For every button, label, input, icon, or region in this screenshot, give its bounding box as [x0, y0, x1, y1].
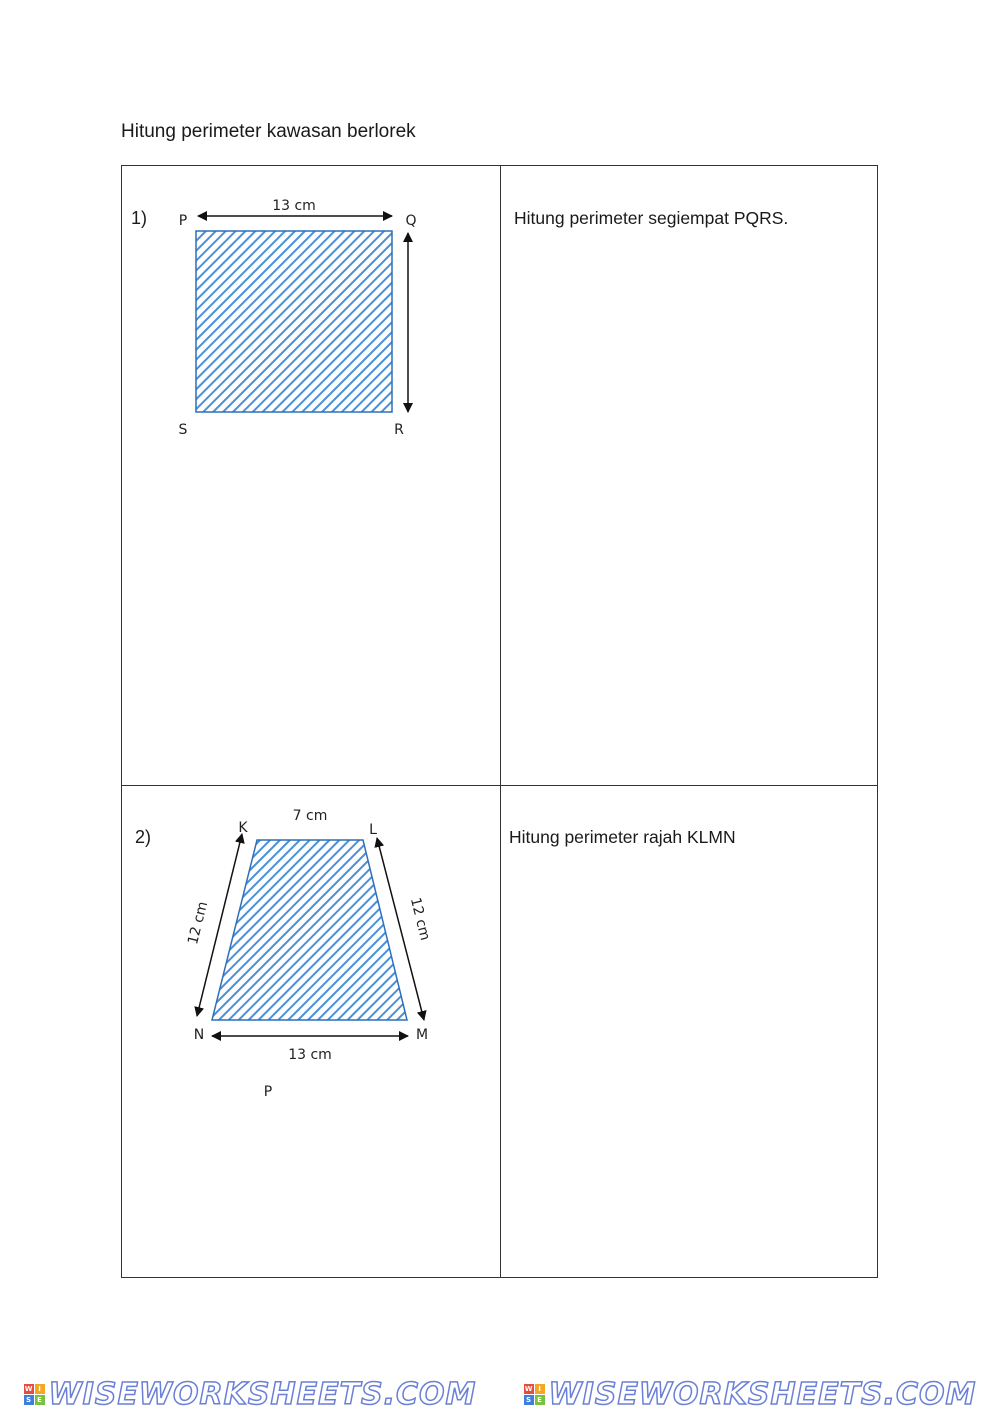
page-title: Hitung perimeter kawasan berlorek	[121, 121, 416, 142]
problem-1-question: Hitung perimeter segiempat PQRS.	[514, 208, 789, 228]
figure-2-trapezium	[185, 808, 433, 1100]
problem-2-question: Hitung perimeter rajah KLMN	[509, 827, 736, 847]
vertex-m: M	[415, 1027, 429, 1043]
brand-logo-icon: W I S E	[524, 1384, 545, 1405]
vertex-l: L	[369, 822, 377, 838]
dimension-12cm-left: 12 cm	[185, 899, 212, 947]
vertex-r: R	[394, 422, 404, 438]
brand-watermark-right	[524, 1377, 977, 1412]
brand-text: WISEWORKSHEETS.COM	[48, 1376, 477, 1412]
trapezium-klmn-shape	[212, 840, 407, 1020]
problem-1-number: 1)	[131, 208, 148, 228]
vertex-p: P	[178, 213, 188, 229]
dimension-7cm-top: 7 cm	[292, 808, 328, 824]
stray-label-p: P	[263, 1084, 273, 1100]
vertex-s: S	[178, 422, 188, 438]
square-pqrs-shape	[196, 231, 392, 412]
footer-watermark	[0, 1375, 1000, 1413]
problem-2-number: 2)	[135, 827, 152, 847]
brand-logo-icon: W I S E	[24, 1384, 45, 1405]
brand-text: WISEWORKSHEETS.COM	[548, 1376, 977, 1412]
vertex-k: K	[238, 820, 248, 836]
dimension-13cm-bottom: 13 cm	[288, 1047, 332, 1063]
brand-watermark-left	[24, 1377, 477, 1412]
dimension-13cm-top: 13 cm	[272, 198, 316, 214]
dimension-12cm-right: 12 cm	[406, 895, 433, 943]
figure-1-square	[179, 198, 417, 438]
vertex-q: Q	[405, 213, 417, 229]
vertex-n: N	[193, 1027, 205, 1043]
